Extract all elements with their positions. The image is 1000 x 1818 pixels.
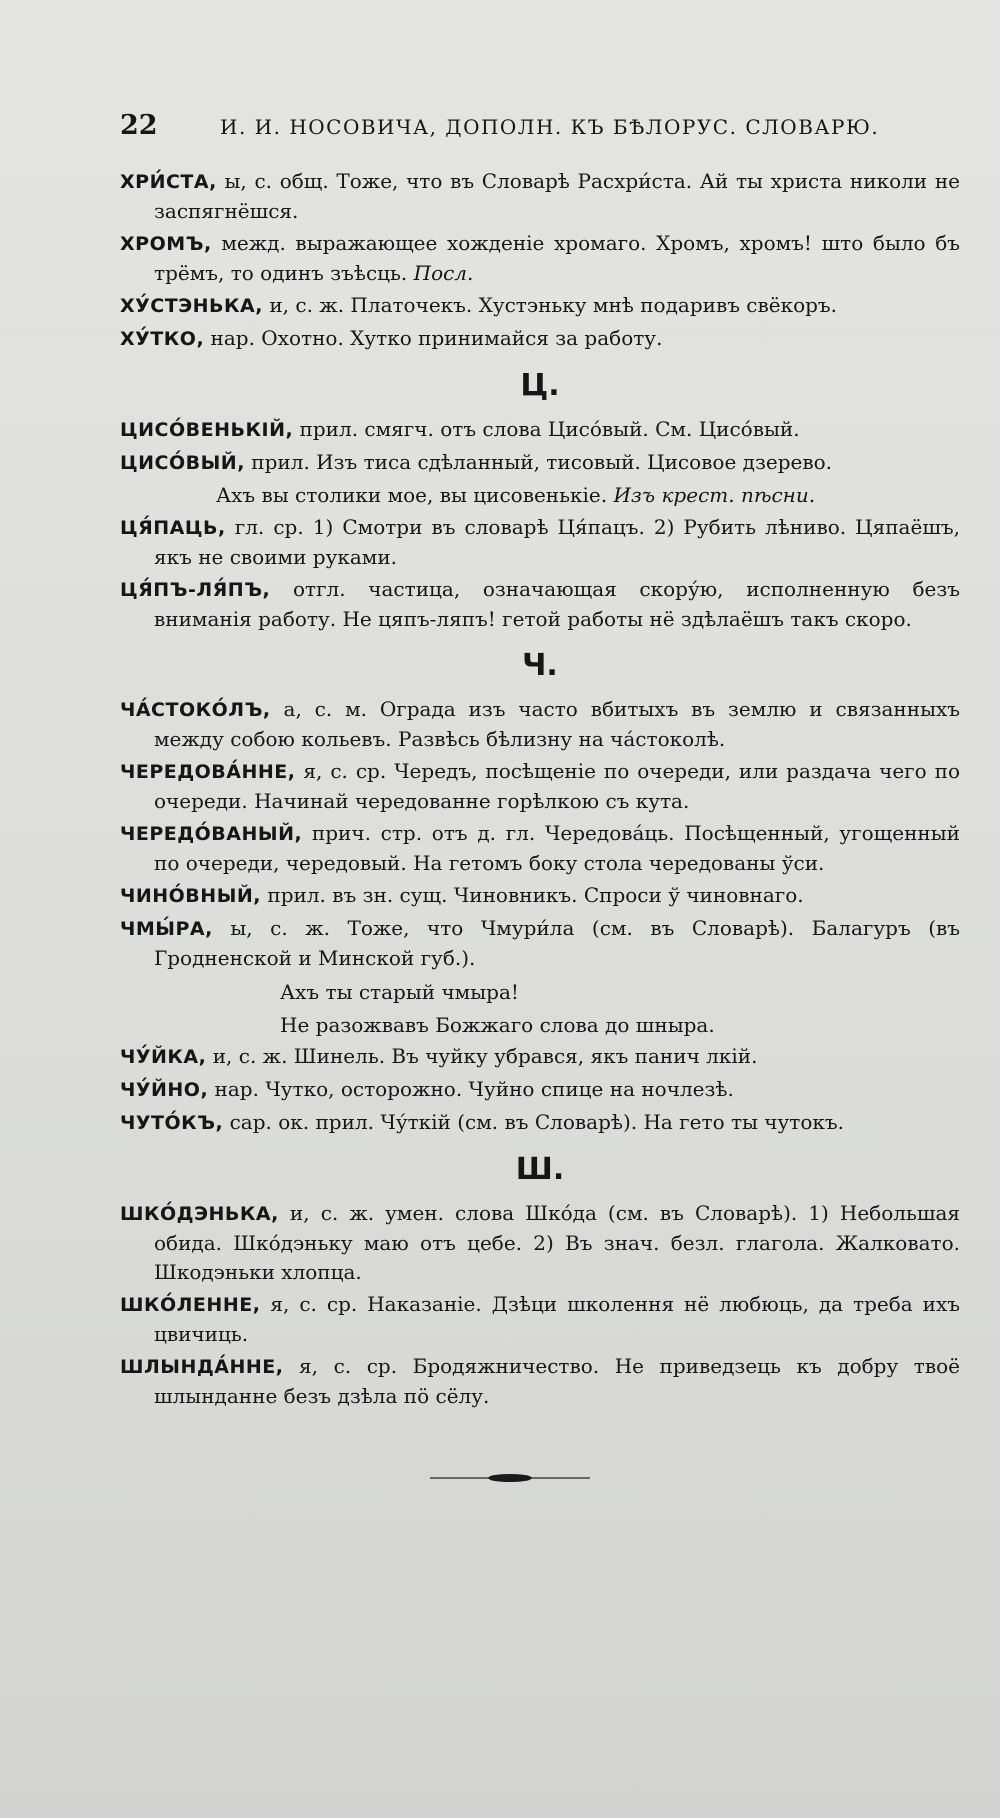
headword: ШКО́ЛЕННЕ, <box>120 1294 261 1316</box>
dictionary-entry <box>120 1290 960 1349</box>
definition: и, с. ж. умен. слова Шко́да (см. въ Словарѣ). 1) Небольшая обида. Шко́дэньку маю отъ цебе. 2) Въ знач. безл. глагола. Жалковато. Шкодэньки хлопца. <box>154 1201 960 1284</box>
dictionary-entry <box>120 513 960 572</box>
definition: а, с. м. Ограда изъ часто вбитыхъ въ землю и связанныхъ между собою кольевъ. Развѣсь бѣлизну на ча́стоколѣ. <box>154 697 960 751</box>
definition: прил. въ зн. сущ. Чиновникъ. Спроси ў чиновнаго. <box>261 883 804 907</box>
definition: и, с. ж. Шинель. Въ чуйку убрався, якъ панич лкій. <box>206 1044 758 1068</box>
headword: ШЛЫНДА́ННЕ, <box>120 1356 284 1378</box>
quote-text: Ахъ вы столики мое, вы цисовенькіе. <box>216 483 614 507</box>
headword: ЦИСО́ВЕНЬКІЙ, <box>120 419 294 441</box>
quote-source: Изъ крест. пѣсни. <box>613 483 816 507</box>
definition: отгл. частица, означающая скору́ю, исполненную безъ вниманія работу. Не цяпъ-ляпъ! гетой работы нё здѣлаёшъ такъ скоро. <box>154 577 960 631</box>
definition: ы, с. общ. Тоже, что въ Словарѣ Расхри́ста. Ай ты христа николи не заспягнёшся. <box>154 169 960 223</box>
dictionary-entry <box>120 1042 960 1072</box>
headword: ЧЕРЕДОВА́ННЕ, <box>120 761 296 783</box>
dictionary-entry <box>120 695 960 754</box>
headword: ШКО́ДЭНЬКА, <box>120 1203 279 1225</box>
definition: прил. смягч. отъ слова Цисо́вый. См. Цисо́вый. <box>293 417 800 441</box>
definition: сар. ок. прил. Чу́ткій (см. въ Словарѣ). На гето ты чутокъ. <box>223 1110 844 1134</box>
headword: ХУ́ТКО, <box>120 328 205 350</box>
definition: я, с. ср. Чередъ, посѣщеніе по очереди, или раздача чего по очереди. Начинай чередованне горѣлкою съ кута. <box>154 759 960 813</box>
headword: ЧУ́ЙКА, <box>120 1046 207 1068</box>
dictionary-entry <box>120 914 960 973</box>
section-letter-sh: Ш. <box>515 1152 565 1187</box>
headword: ЦЯ́ПАЦЬ, <box>120 517 226 539</box>
headword: ЧУ́ЙНО, <box>120 1079 209 1101</box>
song-quote <box>120 481 960 510</box>
dictionary-entry <box>120 1199 960 1287</box>
dictionary-entry <box>120 1352 960 1411</box>
source-note: Посл. <box>413 261 474 285</box>
section-letter-ts: Ц. <box>520 368 560 403</box>
definition: ы, с. ж. Тоже, что Чмури́ла (см. въ Словарѣ). Балагуръ (въ Гродненской и Минской губ.). <box>154 916 960 970</box>
definition: нар. Охотно. Хутко принимайся за работу. <box>204 326 663 350</box>
definition: гл. ср. 1) Смотри въ словарѣ Ця́пацъ. 2) Рубить лѣниво. Цяпаёшъ, якъ не своими руками. <box>154 515 960 569</box>
page-number: 22 <box>120 110 158 141</box>
headword: ЧМЫ́РА, <box>120 918 213 940</box>
dictionary-entry <box>120 415 960 445</box>
dictionary-entry <box>120 881 960 911</box>
dictionary-entry <box>120 1108 960 1138</box>
dictionary-entry <box>120 448 960 478</box>
headword: ЧИНО́ВНЫЙ, <box>120 885 261 907</box>
definition: я, с. ср. Бродяжничество. Не приведзець къ добру твоё шлынданне безъ дзѣла пö сёлу. <box>154 1354 960 1408</box>
dictionary-entry <box>120 167 960 226</box>
page-header <box>120 110 960 141</box>
headword: ЦЯ́ПЪ-ЛЯ́ПЪ, <box>120 579 271 601</box>
dictionary-entry <box>120 575 960 634</box>
dictionary-entry <box>120 1075 960 1105</box>
section-letter-ch: Ч. <box>522 648 558 683</box>
headword: ЧУТО́КЪ, <box>120 1112 224 1134</box>
dictionary-entry <box>120 229 960 288</box>
headword: ЦИСО́ВЫЙ, <box>120 452 245 474</box>
definition: прил. Изъ тиса сдѣланный, тисовый. Цисовое дзерево. <box>244 450 833 474</box>
verse-line: Не разожвавъ Божжаго слова до шныра. <box>280 1013 715 1037</box>
ornament-divider-icon <box>430 1470 590 1486</box>
headword: ХУ́СТЭНЬКА, <box>120 295 263 317</box>
definition: нар. Чутко, осторожно. Чуйно спице на ночлезѣ. <box>208 1077 734 1101</box>
dictionary-entry <box>120 757 960 816</box>
dictionary-entry <box>120 819 960 878</box>
running-title: И. И. НОСОВИЧА, ДОПОЛН. КЪ БѢЛОРУС. СЛОВАРЮ. <box>220 115 880 139</box>
definition: и, с. ж. Платочекъ. Хустэньку мнѣ подаривъ свёкоръ. <box>262 293 838 317</box>
headword: ЧЕРЕДО́ВАНЫЙ, <box>120 823 303 845</box>
page-content <box>120 110 960 1414</box>
headword: ЧА́СТОКО́ЛЪ, <box>120 699 271 721</box>
definition: межд. выражающее хожденіе хромаго. Хромъ, хромъ! што было бъ трёмъ, то одинъ зъѣсць. <box>154 231 960 285</box>
definition: прич. стр. отъ д. гл. Чередова́ць. Посѣщенный, угощенный по очереди, чередовый. На гетомъ боку стола чередованы ўси. <box>154 821 960 875</box>
dictionary-entry <box>120 291 960 321</box>
verse-line: Ахъ ты старый чмыра! <box>280 980 519 1004</box>
headword: ХРОМЪ, <box>120 233 212 255</box>
dictionary-entry <box>120 324 960 354</box>
headword: ХРИ́СТА, <box>120 171 217 193</box>
definition: я, с. ср. Наказаніе. Дзѣци школення нё любюць, да треба ихъ цвичиць. <box>154 1292 960 1346</box>
